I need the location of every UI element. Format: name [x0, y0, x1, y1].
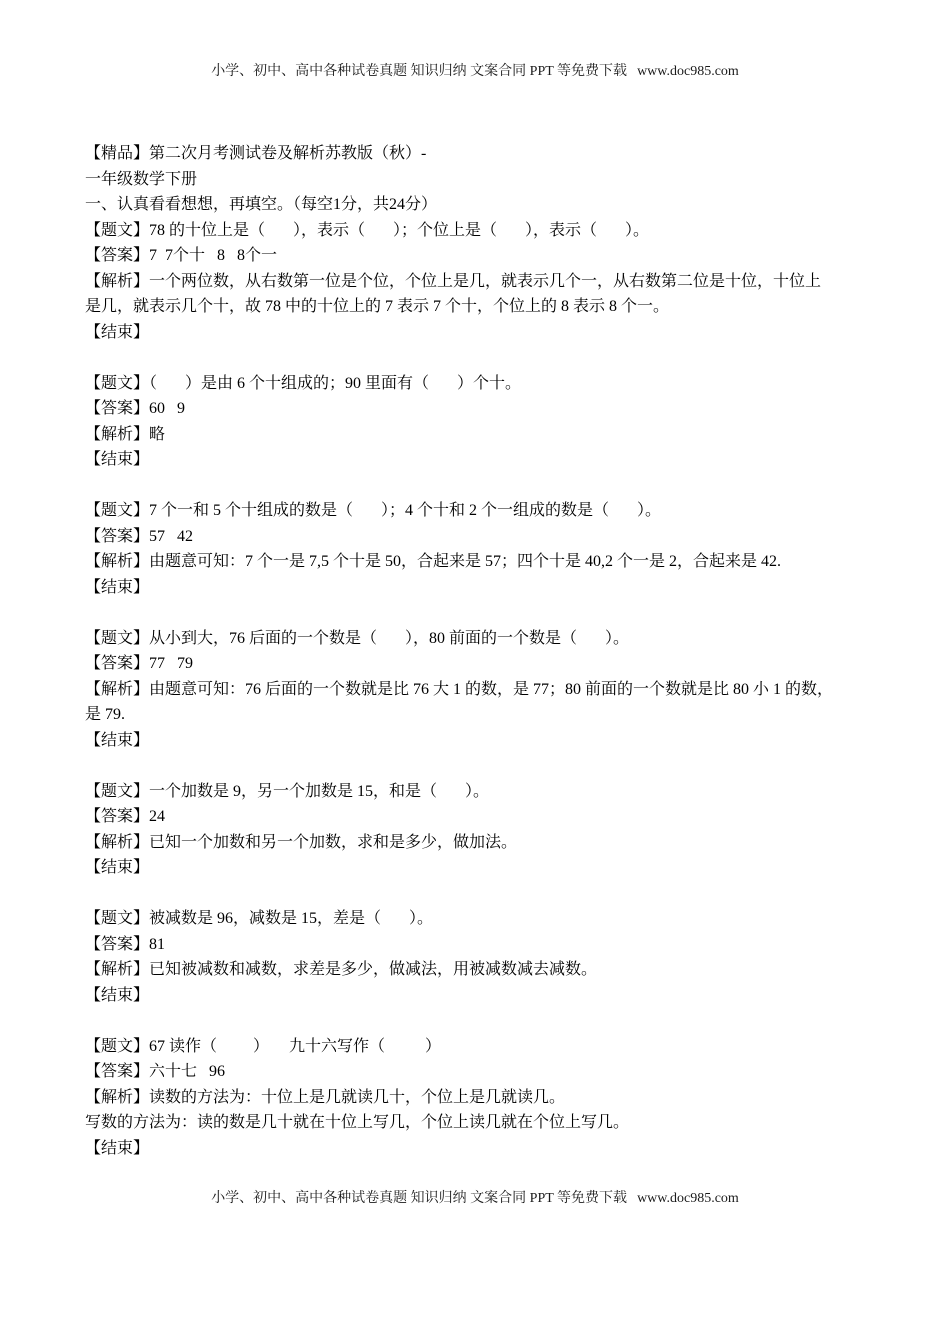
end-marker-line: 【结束】 — [85, 731, 150, 749]
answer-line: 【答案】7 7个十 8 8个一 — [85, 247, 278, 264]
answer-line: 【答案】81 — [85, 935, 166, 953]
question-block-3 — [85, 498, 885, 600]
analysis-line: 【解析】由题意可知：76 后面的一个数就是比 76 大 1 的数，是 77；80 前面的一个数就是比 80 小 1 的数， — [85, 680, 834, 698]
question-block-1 — [85, 218, 885, 346]
end-marker-line: 【结束】 — [85, 1139, 150, 1157]
analysis-line: 【解析】已知被减数和减数，求差是多少，做减法，用被减数减去减数。 — [85, 961, 598, 978]
question-text-line: 【题文】一个加数是 9，另一个加数是 15，和是（ ）。 — [85, 782, 490, 800]
end-marker-line: 【结束】 — [85, 859, 150, 876]
header-promo-text: 小学、初中、高中各种试卷真题 知识归纳 文案合同 PPT 等免费下载 — [211, 64, 628, 79]
analysis-cont-line: 是几，就表示几个十，故 78 中的十位上的 7 表示 7 个十，个位上的 8 表示 8 个一。 — [85, 298, 670, 315]
question-block-4 — [85, 626, 885, 754]
analysis-line: 【解析】读数的方法为：十位上是几就读几十，个位上是几就读几。 — [85, 1088, 566, 1106]
answer-line: 【答案】77 79 — [85, 655, 194, 672]
question-block-7 — [85, 1034, 885, 1162]
footer-site-url: www.doc985.com — [637, 1191, 739, 1206]
analysis-line: 【解析】由题意可知：7 个一是 7,5 个十是 50，合起来是 57；四个十是 40,2 个一是 2，合起来是 42. — [85, 553, 782, 570]
analysis-line: 【解析】略 — [85, 425, 166, 443]
answer-line: 【答案】57 42 — [85, 527, 194, 545]
end-marker-line: 【结束】 — [85, 986, 150, 1004]
end-marker-line: 【结束】 — [85, 323, 150, 341]
question-text-line: 【题文】被减数是 96，减数是 15，差是（ ）。 — [85, 910, 434, 927]
doc-subtitle: 一年级数学下册 — [85, 170, 198, 188]
question-block-2 — [85, 371, 885, 473]
section-heading: 一、认真看看想想，再填空。（每空1分，共24分） — [85, 196, 438, 213]
page-header — [0, 62, 950, 82]
analysis-line: 【解析】一个两位数，从右数第一位是个位，个位上是几，就表示几个一，从右数第二位是十位，十位上 — [85, 272, 822, 290]
end-marker-line: 【结束】 — [85, 451, 150, 468]
header-site-url: www.doc985.com — [637, 64, 739, 79]
answer-line: 【答案】24 — [85, 808, 166, 825]
question-block-6 — [85, 906, 885, 1008]
analysis-cont-line: 是 79. — [85, 706, 126, 723]
page-footer — [0, 1189, 950, 1209]
document-body — [85, 141, 885, 1161]
question-text-line: 【题文】67 读作（ ） 九十六写作（ ） — [85, 1037, 442, 1055]
question-block-5 — [85, 779, 885, 881]
analysis-line: 【解析】已知一个加数和另一个加数，求和是多少，做加法。 — [85, 833, 518, 851]
question-text-line: 【题文】7 个一和 5 个十组成的数是（ ）；4 个十和 2 个一组成的数是（ ）。 — [85, 502, 662, 519]
analysis-cont-line: 写数的方法为：读的数是几十就在十位上写几，个位上读几就在个位上写几。 — [85, 1114, 630, 1131]
doc-title: 【精品】第二次月考测试卷及解析苏教版（秋）- — [85, 145, 427, 162]
question-text-line: 【题文】78 的十位上是（ ），表示（ ）；个位上是（ ），表示（ ）。 — [85, 221, 650, 239]
answer-line: 【答案】六十七 96 — [85, 1063, 226, 1080]
question-text-line: 【题文】（ ）是由 6 个十组成的；90 里面有（ ）个十。 — [85, 374, 522, 392]
question-text-line: 【题文】从小到大，76 后面的一个数是（ ），80 前面的一个数是（ ）。 — [85, 629, 630, 647]
end-marker-line: 【结束】 — [85, 578, 150, 596]
footer-promo-text: 小学、初中、高中各种试卷真题 知识归纳 文案合同 PPT 等免费下载 — [211, 1191, 628, 1206]
answer-line: 【答案】60 9 — [85, 400, 186, 417]
